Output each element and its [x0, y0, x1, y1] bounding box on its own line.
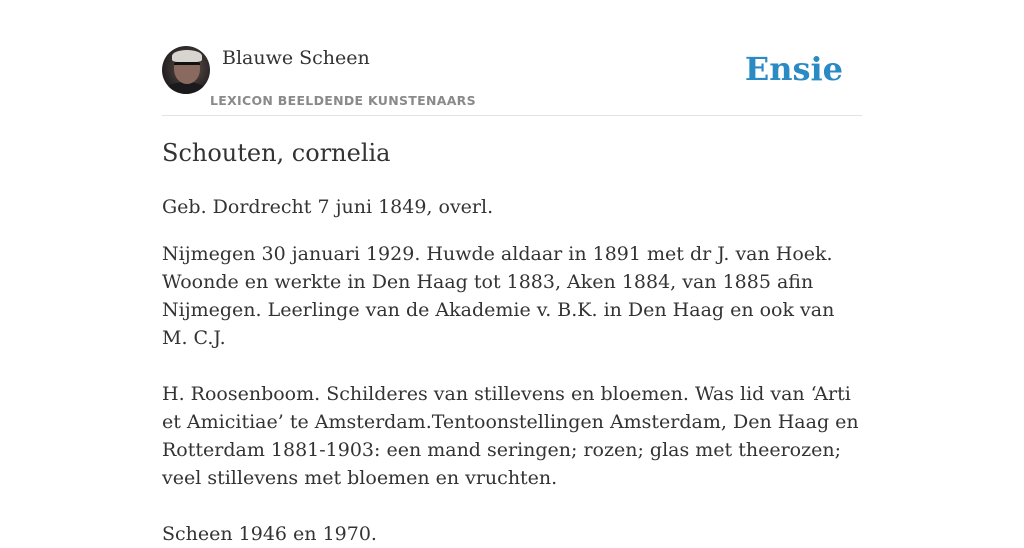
article-paragraph: Scheen 1946 en 1970. [162, 523, 377, 545]
author-name[interactable]: Blauwe Scheen [222, 47, 370, 69]
article-title: Schouten, cornelia [162, 139, 391, 167]
article-header [162, 46, 862, 116]
site-logo[interactable]: Ensie [744, 50, 843, 88]
author-avatar[interactable] [162, 46, 210, 94]
paragraph-spacer [162, 352, 862, 380]
article-body [162, 193, 862, 548]
paragraph-spacer [162, 492, 862, 520]
avatar-glasses [174, 62, 200, 71]
article-paragraph: Nijmegen 30 januari 1929. Huwde aldaar in 1891 met dr J. van Hoek. Woonde en werkte in Den Haag tot 1883, Aken 1884, van 1885 afin Nijmegen. Leerlinge van de Akademie v. B.K. in Den Haag en ook van M. C.J. [162, 243, 835, 349]
article-paragraph: Geb. Dordrecht 7 juni 1849, overl. [162, 196, 494, 218]
publication-name[interactable]: LEXICON BEELDENDE KUNSTENAARS [210, 93, 476, 108]
avatar-hair [172, 50, 202, 62]
article-paragraph: H. Roosenboom. Schilderes van stillevens en bloemen. Was lid van ‘Arti et Amicitiae’ te Amsterdam.Tentoonstellingen Amsterdam, Den Haag en Rotterdam 1881-1903: een mand seringen; rozen; glas met theerozen; veel stillevens met bloemen en vruchten. [162, 383, 859, 489]
